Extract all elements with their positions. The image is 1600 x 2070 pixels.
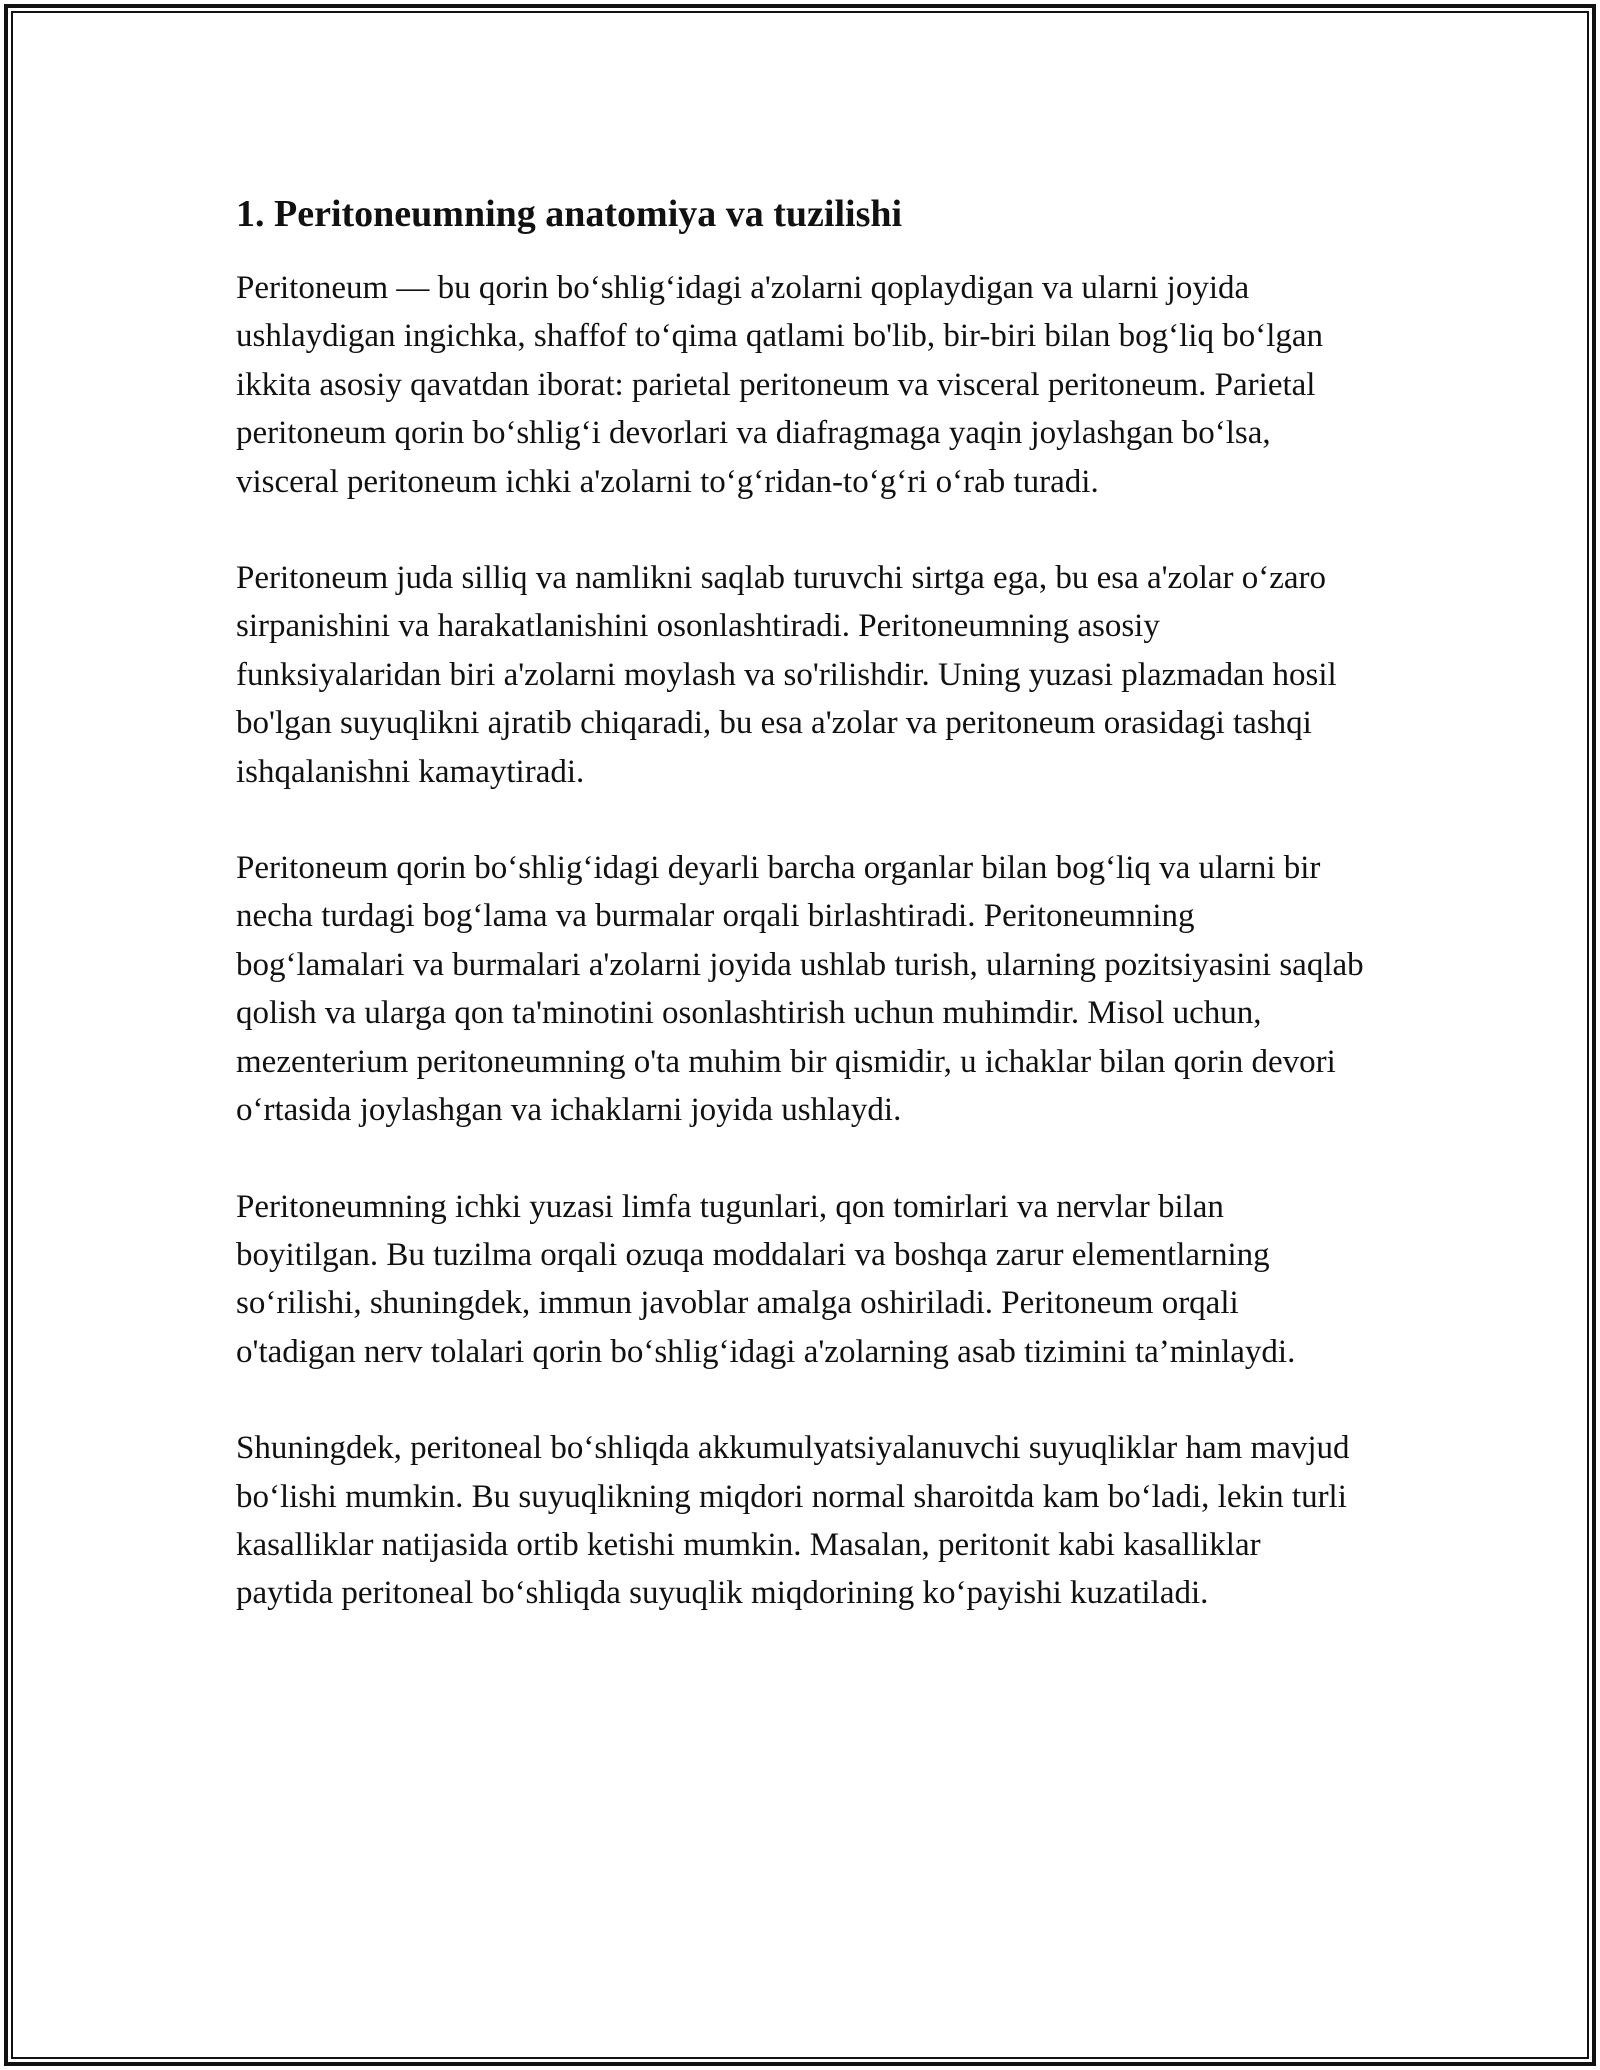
paragraph-2: Peritoneum juda silliq va namlikni saqlab turuvchi sirtga ega, bu esa a'zolar o‘zaro sirpanishini va harakatlanishini osonlashtiradi. Peritoneumning asosiy funksiyalaridan biri a'zolarni moylash va so'rilishdir. Uning yuzasi plazmadan hosil bo'lgan suyuqlikni ajratib chiqaradi, bu esa a'zolar va peritoneum orasidagi tashqi ishqalanishni kamaytiradi. (236, 560, 1337, 790)
document-body (236, 186, 1364, 1666)
paragraph-3: Peritoneum qorin bo‘shlig‘idagi deyarli barcha organlar bilan bog‘liq va ularni bir necha turdagi bog‘lama va burmalar orqali birlashtiradi. Peritoneumning bog‘lamalari va burmalari a'zolarni joyida ushlab turish, ularning pozitsiyasini saqlab qolish va ularga qon ta'minotini osonlashtirish uchun muhimdir. Misol uchun, mezenterium peritoneumning o'ta muhim bir qismidir, u ichaklar bilan qorin devori o‘rtasida joylashgan va ichaklarni joyida ushlaydi. (236, 850, 1364, 1129)
paragraph-4: Peritoneumning ichki yuzasi limfa tugunlari, qon tomirlari va nervlar bilan boyitilgan. Bu tuzilma orqali ozuqa moddalari va boshqa zarur elementlarning so‘rilishi, shuningdek, immun javoblar amalga oshiriladi. Peritoneum orqali o'tadigan nerv tolalari qorin bo‘shlig‘idagi a'zolarning asab tizimini ta’minlaydi. (236, 1188, 1296, 1370)
section-heading: 1. Peritoneumning anatomiya va tuzilishi (236, 193, 903, 235)
paragraph-1: Peritoneum — bu qorin bo‘shlig‘idagi a'zolarni qoplaydigan va ularni joyida ushlaydigan ingichka, shaffof to‘qima qatlami bo'lib, bir-biri bilan bog‘liq bo‘lgan ikkita asosiy qavatdan iborat: parietal peritoneum va visceral peritoneum. Parietal peritoneum qorin bo‘shlig‘i devorlari va diafragmaga yaqin joylashgan bo‘lsa, visceral peritoneum ichki a'zolarni to‘g‘ridan-to‘g‘ri o‘rab turadi. (236, 270, 1324, 500)
paragraph-5: Shuningdek, peritoneal bo‘shliqda akkumulyatsiyalanuvchi suyuqliklar ham mavjud bo‘lishi mumkin. Bu suyuqlikning miqdori normal sharoitda kam bo‘ladi, lekin turli kasalliklar natijasida ortib ketishi mumkin. Masalan, peritonit kabi kasalliklar paytida peritoneal bo‘shliqda suyuqlik miqdorining ko‘payishi kuzatiladi. (236, 1430, 1350, 1612)
